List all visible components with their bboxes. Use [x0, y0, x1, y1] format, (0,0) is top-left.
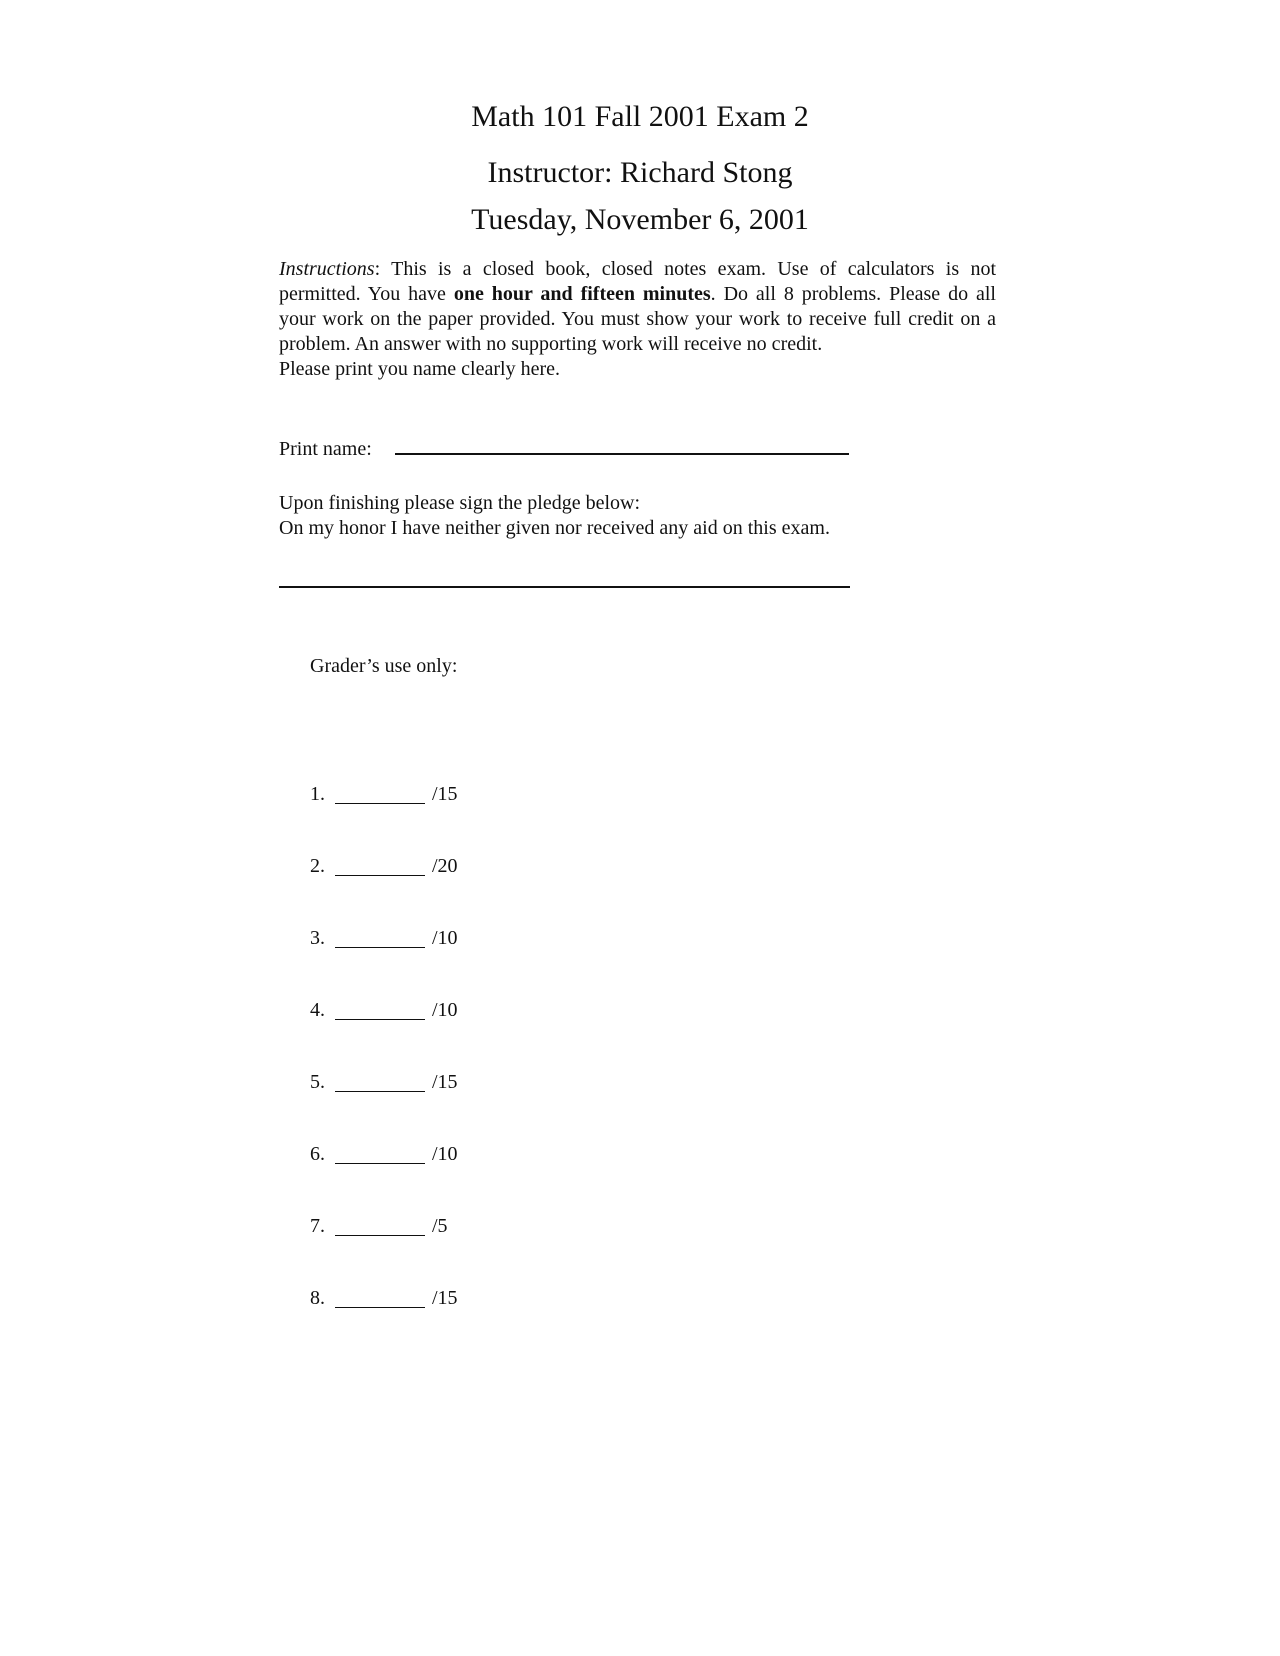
pledge-intro: Upon finishing please sign the pledge below: — [279, 492, 641, 514]
print-name-field[interactable] — [395, 453, 849, 455]
instructions-text-2: . Do all 8 problems. Please do all your work on the paper provided. You must show your work to receive full credit on a problem. An answer with no supporting work will receive no credit. — [279, 283, 996, 355]
exam-date: Tuesday, November 6, 2001 — [471, 203, 809, 236]
score-blank[interactable] — [335, 875, 425, 876]
instructions-text-1: : This is a closed book, closed notes exam. Use of calculators is not permitted. You have — [279, 258, 996, 305]
score-blank[interactable] — [335, 1019, 425, 1020]
score-blank[interactable] — [335, 1235, 425, 1236]
problem-number: 3. — [310, 927, 325, 949]
pledge-signature-line[interactable] — [279, 586, 850, 588]
score-blank[interactable] — [335, 1307, 425, 1308]
score-blank[interactable] — [335, 1091, 425, 1092]
problem-max-points: /15 — [432, 1287, 458, 1309]
instructions-paragraph — [279, 257, 996, 382]
problem-max-points: /15 — [432, 1071, 458, 1093]
print-name-request: Please print you name clearly here. — [279, 358, 560, 380]
score-blank[interactable] — [335, 803, 425, 804]
instructions-time-limit: one hour and fifteen minutes — [453, 283, 711, 305]
problem-max-points: /20 — [432, 855, 458, 877]
problem-number: 2. — [310, 855, 325, 877]
problem-number: 5. — [310, 1071, 325, 1093]
problem-number: 4. — [310, 999, 325, 1021]
instructions-lead: Instructions — [279, 258, 375, 280]
score-row — [310, 855, 510, 881]
problem-max-points: /10 — [432, 927, 458, 949]
score-row — [310, 999, 510, 1025]
problem-number: 7. — [310, 1215, 325, 1237]
score-row — [310, 927, 510, 953]
problem-number: 8. — [310, 1287, 325, 1309]
problem-max-points: /10 — [432, 1143, 458, 1165]
problem-max-points: /5 — [432, 1215, 448, 1237]
score-row — [310, 783, 510, 809]
exam-title: Math 101 Fall 2001 Exam 2 — [471, 100, 809, 133]
problem-number: 1. — [310, 783, 325, 805]
score-row — [310, 1071, 510, 1097]
pledge-text: On my honor I have neither given nor received any aid on this exam. — [279, 517, 830, 539]
score-row — [310, 1287, 510, 1313]
problem-max-points: /10 — [432, 999, 458, 1021]
score-row — [310, 1215, 510, 1241]
print-name-label: Print name: — [279, 438, 372, 460]
problem-number: 6. — [310, 1143, 325, 1165]
score-row — [310, 1143, 510, 1169]
score-blank[interactable] — [335, 1163, 425, 1164]
score-blank[interactable] — [335, 947, 425, 948]
instructor-line: Instructor: Richard Stong — [487, 156, 793, 189]
problem-max-points: /15 — [432, 783, 458, 805]
grader-use-label: Grader’s use only: — [310, 655, 458, 677]
